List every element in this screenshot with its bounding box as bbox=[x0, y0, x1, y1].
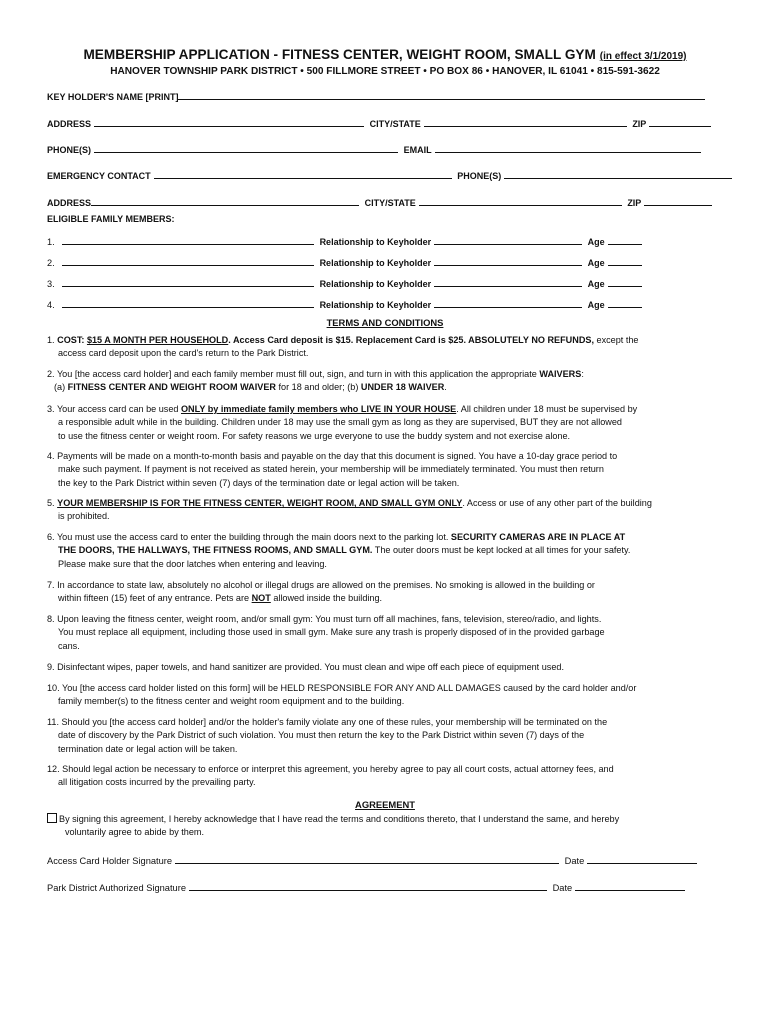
term-text: within fifteen (15) feet of any entrance. Pets are bbox=[58, 593, 252, 604]
relationship-label: Relationship to Keyholder bbox=[319, 258, 432, 268]
relationship-field[interactable] bbox=[434, 298, 582, 308]
term-text: 2. You [the access card holder] and each family member must fill out, sign, and turn in with this application the appropriate bbox=[47, 369, 540, 379]
term-bold-underline: ONLY by immediate family members who LIVE IN YOUR HOUSE bbox=[180, 404, 457, 414]
family-row-4 bbox=[47, 298, 645, 310]
term-text: date of discovery by the Park District of such violation. You must then return the key to the Park District within seven (7) days of the bbox=[58, 730, 585, 741]
relationship-label: Relationship to Keyholder bbox=[319, 237, 432, 247]
term-text: 3. Your access card can be used bbox=[47, 404, 181, 414]
emergency-label: EMERGENCY CONTACT bbox=[47, 171, 151, 181]
term-bold: SECURITY CAMERAS ARE IN PLACE AT bbox=[450, 532, 626, 542]
district-signature-field[interactable] bbox=[189, 881, 547, 891]
agreement-line: By signing this agreement, I hereby acknowledge that I have read the terms and conditions thereto, that I understand the same, and hereby bbox=[59, 814, 620, 824]
term-text: . bbox=[444, 382, 447, 393]
term-4 bbox=[47, 450, 723, 490]
holder-signature-row bbox=[47, 854, 700, 866]
term-10 bbox=[47, 682, 723, 709]
term-9 bbox=[47, 661, 723, 674]
age-field[interactable] bbox=[608, 277, 642, 287]
term-7 bbox=[47, 579, 723, 606]
city-state-field[interactable] bbox=[424, 117, 627, 127]
term-text: . Access or use of any other part of the building bbox=[462, 498, 652, 508]
family-number: 3. bbox=[47, 279, 55, 289]
family-name-field[interactable] bbox=[62, 298, 314, 308]
agreement-text bbox=[47, 813, 727, 840]
term-6 bbox=[47, 531, 723, 571]
family-row-2 bbox=[47, 256, 645, 268]
term-bold-underline: $15 A MONTH PER HOUSEHOLD bbox=[86, 335, 229, 345]
address2-field[interactable] bbox=[91, 196, 359, 206]
agree-checkbox[interactable] bbox=[47, 813, 57, 823]
term-text: 5. bbox=[47, 498, 58, 508]
term-text: allowed inside the building. bbox=[270, 593, 383, 604]
zip-label: ZIP bbox=[632, 119, 647, 129]
term-bold: WAIVERS bbox=[539, 369, 582, 379]
term-11 bbox=[47, 716, 723, 756]
address2-row bbox=[47, 196, 715, 208]
district-date-field[interactable] bbox=[575, 881, 685, 891]
phone-row bbox=[47, 143, 704, 155]
term-text: a responsible adult while in the building. Children under 18 may use the small gym as long as they are supervised, BUT they are not allowed bbox=[58, 417, 622, 428]
term-text: : bbox=[581, 369, 584, 379]
term-bold: UNDER 18 WAIVER bbox=[360, 382, 445, 393]
term-8 bbox=[47, 613, 723, 653]
relationship-field[interactable] bbox=[434, 235, 582, 245]
term-text: 9. Disinfectant wipes, paper towels, and hand sanitizer are provided. You must clean and wipe off each piece of equipment used. bbox=[47, 662, 564, 672]
family-header-label: ELIGIBLE FAMILY MEMBERS: bbox=[47, 214, 175, 224]
address-field[interactable] bbox=[94, 117, 364, 127]
city-state2-field[interactable] bbox=[419, 196, 622, 206]
effective-date: (in effect 3/1/2019) bbox=[599, 51, 687, 62]
term-12 bbox=[47, 763, 723, 790]
agreement-heading: AGREEMENT bbox=[355, 799, 415, 810]
relationship-field[interactable] bbox=[434, 256, 582, 266]
age-label: Age bbox=[587, 237, 605, 247]
key-holder-label: KEY HOLDER'S NAME [PRINT] bbox=[47, 92, 179, 102]
address2-label: ADDRESS bbox=[47, 198, 92, 208]
relationship-label: Relationship to Keyholder bbox=[319, 279, 432, 289]
family-name-field[interactable] bbox=[62, 256, 314, 266]
term-text: You must replace all equipment, including those used in small gym. Make sure any trash is properly disposed of in the provided garbage bbox=[58, 627, 605, 638]
district-signature-label: Park District Authorized Signature bbox=[47, 883, 186, 893]
term-text: 6. You must use the access card to enter the building through the main doors next to the parking lot. bbox=[47, 532, 451, 542]
term-text: for 18 and older; (b) bbox=[275, 382, 361, 393]
term-text: 1. bbox=[47, 335, 58, 345]
holder-signature-label: Access Card Holder Signature bbox=[47, 856, 173, 866]
term-bold: COST: bbox=[57, 335, 87, 345]
holder-date-field[interactable] bbox=[587, 854, 697, 864]
phones2-field[interactable] bbox=[504, 169, 732, 179]
term-bold: . Access Card deposit is $15. Replacement Card is $25. ABSOLUTELY NO REFUNDS, bbox=[228, 335, 594, 345]
term-text: all litigation costs incurred by the prevailing party. bbox=[58, 777, 256, 788]
term-bold-underline: YOUR MEMBERSHIP IS FOR THE FITNESS CENTER, WEIGHT ROOM, AND SMALL GYM ONLY bbox=[57, 498, 463, 508]
term-text: 12. Should legal action be necessary to enforce or interpret this agreement, you hereby agree to pay all court costs, actual attorney fees, and bbox=[47, 764, 614, 774]
relationship-field[interactable] bbox=[434, 277, 582, 287]
term-3 bbox=[47, 403, 723, 443]
term-text: termination date or legal action will be taken. bbox=[58, 743, 238, 754]
key-holder-row bbox=[47, 90, 708, 102]
district-address: HANOVER TOWNSHIP PARK DISTRICT • 500 FILLMORE STREET • PO BOX 86 • HANOVER, IL 61041 • 815-591-3622 bbox=[110, 66, 660, 77]
family-number: 1. bbox=[47, 237, 55, 247]
relationship-label: Relationship to Keyholder bbox=[319, 300, 432, 310]
family-name-field[interactable] bbox=[62, 277, 314, 287]
age-label: Age bbox=[587, 279, 605, 289]
email-field[interactable] bbox=[435, 143, 701, 153]
family-row-1 bbox=[47, 235, 645, 247]
emergency-field[interactable] bbox=[154, 169, 452, 179]
city-state2-label: CITY/STATE bbox=[364, 198, 416, 208]
term-text: 11. Should you [the access card holder] and/or the holder's family violate any one of these rules, your membership will be terminated on the bbox=[47, 717, 608, 727]
title-text: MEMBERSHIP APPLICATION - FITNESS CENTER, WEIGHT ROOM, SMALL GYM bbox=[83, 47, 596, 62]
district-signature-row bbox=[47, 881, 688, 893]
zip2-field[interactable] bbox=[644, 196, 712, 206]
term-text: 8. Upon leaving the fitness center, weight room, and/or small gym: You must turn off all machines, fans, television, stereo/radio, and lights. bbox=[47, 614, 602, 624]
address-label: ADDRESS bbox=[47, 119, 92, 129]
emergency-row bbox=[47, 169, 735, 181]
term-text: . All children under 18 must be supervised by bbox=[456, 404, 638, 414]
age-field[interactable] bbox=[608, 256, 642, 266]
family-name-field[interactable] bbox=[62, 235, 314, 245]
address-row bbox=[47, 117, 714, 129]
city-state-label: CITY/STATE bbox=[369, 119, 421, 129]
zip-field[interactable] bbox=[649, 117, 711, 127]
term-text: Please make sure that the door latches when entering and leaving. bbox=[58, 558, 327, 569]
email-label: EMAIL bbox=[403, 145, 432, 155]
term-text: make such payment. If payment is not received as stated herein, your membership will be immediately terminated. You must then return bbox=[58, 464, 604, 475]
family-number: 2. bbox=[47, 258, 55, 268]
page-title bbox=[0, 47, 770, 62]
term-text: 4. Payments will be made on a month-to-month basis and payable on the day that this document is signed. You have a 10-day grace period to bbox=[47, 451, 618, 461]
family-header bbox=[47, 214, 175, 224]
phones-field[interactable] bbox=[94, 143, 398, 153]
term-text: the key to the Park District within seven (7) days of the termination date or legal action will be taken. bbox=[58, 477, 460, 488]
phones2-label: PHONE(S) bbox=[457, 171, 502, 181]
age-field[interactable] bbox=[608, 235, 642, 245]
term-text: The outer doors must be kept locked at all times for your safety. bbox=[372, 545, 631, 556]
term-bold-underline: NOT bbox=[251, 593, 271, 604]
family-number: 4. bbox=[47, 300, 55, 310]
term-5 bbox=[47, 497, 723, 524]
term-text: cans. bbox=[58, 640, 80, 651]
terms-heading: TERMS AND CONDITIONS bbox=[326, 317, 444, 328]
age-field[interactable] bbox=[608, 298, 642, 308]
age-label: Age bbox=[587, 258, 605, 268]
holder-signature-field[interactable] bbox=[175, 854, 559, 864]
term-bold: FITNESS CENTER AND WEIGHT ROOM WAIVER bbox=[67, 382, 276, 393]
key-holder-field[interactable] bbox=[178, 90, 705, 100]
term-text: (a) bbox=[54, 382, 68, 393]
term-text: 7. In accordance to state law, absolutely no alcohol or illegal drugs are allowed on the premises. No smoking is allowed in the building or bbox=[47, 580, 595, 590]
term-bold: THE DOORS, THE HALLWAYS, THE FITNESS ROOMS, AND SMALL GYM. bbox=[58, 545, 373, 556]
family-row-3 bbox=[47, 277, 645, 289]
term-text: to use the fitness center or weight room. For safety reasons we urge everyone to use the buddy system and not exercise alone. bbox=[58, 430, 571, 441]
term-2 bbox=[47, 368, 723, 395]
term-text: is prohibited. bbox=[58, 511, 110, 522]
age-label: Age bbox=[587, 300, 605, 310]
agreement-line: voluntarily agree to abide by them. bbox=[65, 827, 205, 838]
term-text: family member(s) to the fitness center and weight room equipment and to the building. bbox=[58, 696, 405, 707]
term-text: access card deposit upon the card's return to the Park District. bbox=[58, 348, 309, 359]
date-label: Date bbox=[552, 883, 573, 893]
phones-label: PHONE(S) bbox=[47, 145, 92, 155]
zip2-label: ZIP bbox=[627, 198, 642, 208]
term-1 bbox=[47, 334, 723, 361]
date-label: Date bbox=[564, 856, 585, 866]
term-text: except the bbox=[593, 335, 639, 345]
term-text: 10. You [the access card holder listed on this form] will be HELD RESPONSIBLE FOR ANY AND ALL DAMAGES caused by the card holder and/or bbox=[47, 683, 637, 693]
